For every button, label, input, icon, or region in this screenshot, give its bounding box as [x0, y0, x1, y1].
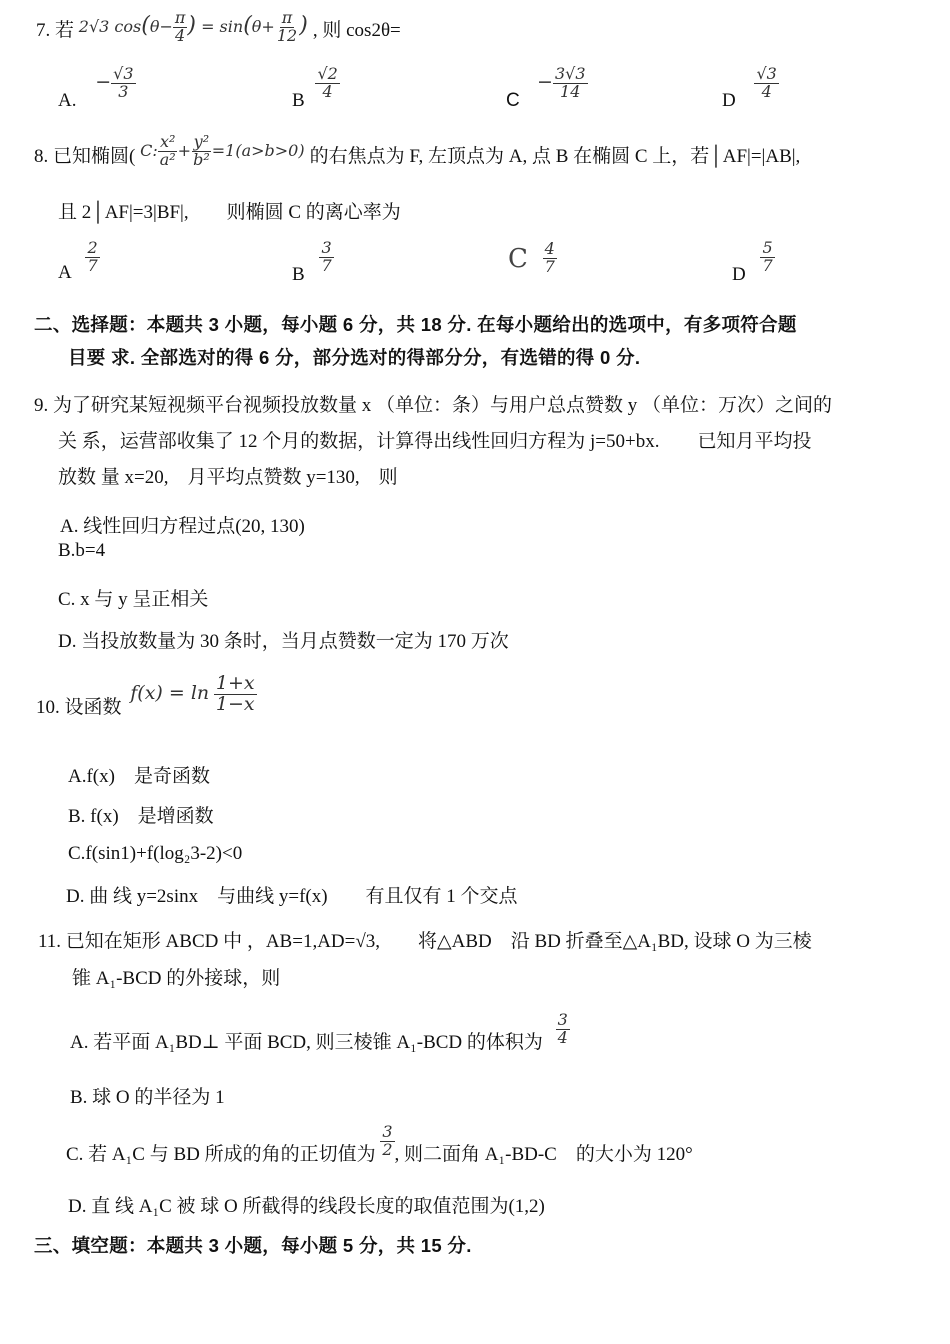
- q8-option-b-num: 3: [321, 238, 332, 257]
- q8-option-a: [58, 238, 100, 283]
- q8-option-d-den: 7: [762, 255, 773, 275]
- q8-ellipse-plus: +: [177, 140, 192, 160]
- q8-ellipse-x-num: x²: [159, 132, 176, 151]
- q7-option-b-den: 4: [322, 81, 333, 101]
- q9-option-d: D. 当投放数量为 30 条时，当月点赞数一定为 170 万次: [58, 631, 509, 652]
- q9-option-c: C. x 与 y 呈正相关: [58, 589, 209, 610]
- q9-option-a: A. 线性回归方程过点(20, 130): [60, 516, 305, 537]
- q8-option-b-frac: [319, 240, 333, 275]
- section2-heading-line2: 目要 求. 全部选对的得 6 分，部分选对的得部分分，有选错的得 0 分.: [68, 347, 641, 368]
- q11-option-a-frac: [556, 1012, 570, 1047]
- section2-heading-line1: 二、选择题：本题共 3 小题，每小题 6 分，共 18 分. 在每小题给出的选项中，有多项符合题: [34, 314, 797, 335]
- q11-option-a-den: 4: [557, 1027, 568, 1047]
- q7-angle2: θ+: [251, 16, 275, 36]
- q10-option-a: A.f(x) 是奇函数: [68, 766, 210, 787]
- q7-frac1: [173, 10, 188, 45]
- q8-number: 8.: [34, 145, 49, 167]
- q7-option-c: [506, 64, 588, 112]
- q7-option-c-sign: −: [537, 71, 553, 94]
- q7-option-b-label: B: [292, 89, 305, 111]
- q7-option-d-frac: [754, 66, 778, 101]
- q7-frac2-den: 12: [276, 25, 298, 45]
- q11-option-c-tail: , 则二面角 A₁-BD-C 的大小为 120°: [394, 1143, 693, 1165]
- q8-option-c-den: 7: [544, 257, 555, 277]
- q7-option-d-label: D: [722, 89, 736, 111]
- q7-lhs: 2√3 cos: [78, 16, 142, 36]
- q11-stem-line1: 11. 已知在矩形 ABCD 中 ，AB=1,AD=√3, 将△ABD 沿 BD 折叠至△A₁BD, 设球 O 为三棱: [38, 931, 812, 952]
- q7-lead: 若: [55, 19, 75, 41]
- q7-option-b: [292, 64, 340, 111]
- q8-option-d-num: 5: [762, 238, 773, 257]
- q8-stem-line2: 且 2│AF|=3|BF|, 则椭圆 C 的离心率为: [58, 202, 401, 223]
- q8-option-a-frac: [85, 240, 99, 275]
- q8-ellipse-y-den: b²: [193, 149, 210, 169]
- q10-option-c: C.f(sin1)+f(log₂3-2)<0: [68, 843, 243, 864]
- q11-stem-line2: 锥 A₁-BCD 的外接球，则: [72, 968, 281, 989]
- q8-option-c-label: C: [508, 244, 528, 274]
- q8-ellipse-x-den: a²: [159, 149, 176, 169]
- q10-frac-den: 1−x: [215, 692, 255, 715]
- q11-option-a: [70, 1010, 570, 1053]
- q8-option-b: [292, 238, 334, 285]
- q8-ellipse-rest: =1(a>b>0): [211, 140, 305, 160]
- q7-option-a-frac: [111, 66, 135, 101]
- q10-option-d: D. 曲 线 y=2sinx 与曲线 y=f(x) 有且仅有 1 个交点: [66, 886, 518, 907]
- q8-option-b-label: B: [292, 263, 305, 285]
- q10-option-b: B. f(x) 是增函数: [68, 806, 214, 827]
- q11-option-c-num: 3: [382, 1122, 393, 1141]
- q8-ellipse-y-frac: [191, 134, 212, 169]
- q10-frac-num: 1+x: [215, 672, 255, 694]
- q7-option-b-frac: [315, 66, 339, 101]
- q11-option-a-text: A. 若平面 A₁BD⊥ 平面 BCD, 则三棱锥 A₁-BCD 的体积为: [70, 1031, 543, 1053]
- q10-stem: [36, 672, 257, 718]
- q9-stem-line1: 9. 为了研究某短视频平台视频投放数量 x （单位：条）与用户总点赞数 y （单位：万次）之间的: [34, 395, 833, 416]
- q8-lead: 已知椭圆(: [53, 145, 136, 167]
- q7-option-c-den: 14: [560, 81, 581, 101]
- q7-option-c-num: 3√3: [554, 64, 586, 83]
- q7-option-a-num: √3: [113, 64, 134, 83]
- q7-condition: 2√3 cos(θ− π 4 ) = sin(θ+ π 12 ): [78, 8, 308, 45]
- q8-option-c-frac: [543, 241, 557, 276]
- q7-frac1-den: 4: [175, 25, 186, 45]
- q7-angle1: θ−: [149, 16, 173, 36]
- q10-frac: [214, 674, 257, 715]
- q8-option-d-frac: [760, 240, 774, 275]
- q8-option-a-den: 7: [87, 255, 98, 275]
- q7-option-d: [722, 64, 779, 111]
- q11-option-a-num: 3: [557, 1010, 568, 1029]
- q7-number: 7.: [36, 19, 51, 41]
- q7-option-a: [58, 64, 136, 111]
- q7-option-d-num: √3: [756, 64, 777, 83]
- section3-heading: 三、填空题：本题共 3 小题，每小题 5 分，共 15 分.: [34, 1235, 472, 1256]
- q7-option-d-den: 4: [761, 81, 772, 101]
- q8-line1-tail: 的右焦点为 F, 左顶点为 A, 点 B 在椭圆 C 上，若│AF|=|AB|,: [309, 145, 801, 167]
- q7-option-a-sign: −: [95, 70, 112, 93]
- q8-ellipse-y-num: y²: [193, 132, 210, 151]
- q7-frac1-num: π: [174, 8, 186, 27]
- q7-option-a-label: A.: [58, 89, 77, 111]
- q7-option-a-den: 3: [118, 81, 129, 101]
- q7-stem: [36, 8, 401, 49]
- q8-option-d: [732, 238, 775, 285]
- q8-stem-line1: [34, 132, 801, 175]
- q8-option-c: [508, 240, 557, 276]
- q9-stem-line3: 放数 量 x=20, 月平均点赞数 y=130, 则: [58, 467, 398, 488]
- q11-option-d: D. 直 线 A₁C 被 球 O 所截得的线段长度的取值范围为(1,2): [68, 1196, 545, 1217]
- q8-ellipse-equation: [140, 132, 310, 169]
- q8-option-b-den: 7: [321, 255, 332, 275]
- q7-frac2-num: π: [281, 8, 293, 27]
- q11-option-b: B. 球 O 的半径为 1: [70, 1087, 225, 1108]
- q11-option-c-frac: [380, 1124, 394, 1159]
- q8-option-a-label: A: [58, 261, 71, 283]
- q7-frac2: [275, 10, 299, 45]
- q8-ellipse-c: C:: [140, 140, 158, 160]
- q8-option-c-num: 4: [544, 239, 555, 259]
- q8-ellipse-x-frac: [158, 134, 178, 169]
- q9-stem-line2: 关 系，运营部收集了 12 个月的数据，计算得出线性回归方程为 j=50+bx. 已知月平均投: [58, 431, 812, 452]
- q8-option-a-num: 2: [87, 238, 98, 257]
- q10-function: f(x) = ln: [130, 681, 210, 704]
- q7-option-b-num: √2: [317, 64, 338, 83]
- q7-eq: = sin: [201, 16, 244, 36]
- q7-option-c-label: C: [506, 90, 520, 112]
- q7-option-c-frac: [553, 66, 588, 101]
- q7-tail: , 则 cos2θ=: [312, 19, 401, 41]
- q11-option-c-den: 2: [382, 1139, 393, 1159]
- q11-option-c-text: C. 若 A₁C 与 BD 所成的角的正切值为: [66, 1143, 376, 1165]
- q10-lead: 10. 设函数: [36, 696, 122, 718]
- q11-option-c: [66, 1122, 693, 1165]
- q8-option-d-label: D: [732, 263, 746, 285]
- q9-option-b: B.b=4: [58, 540, 106, 561]
